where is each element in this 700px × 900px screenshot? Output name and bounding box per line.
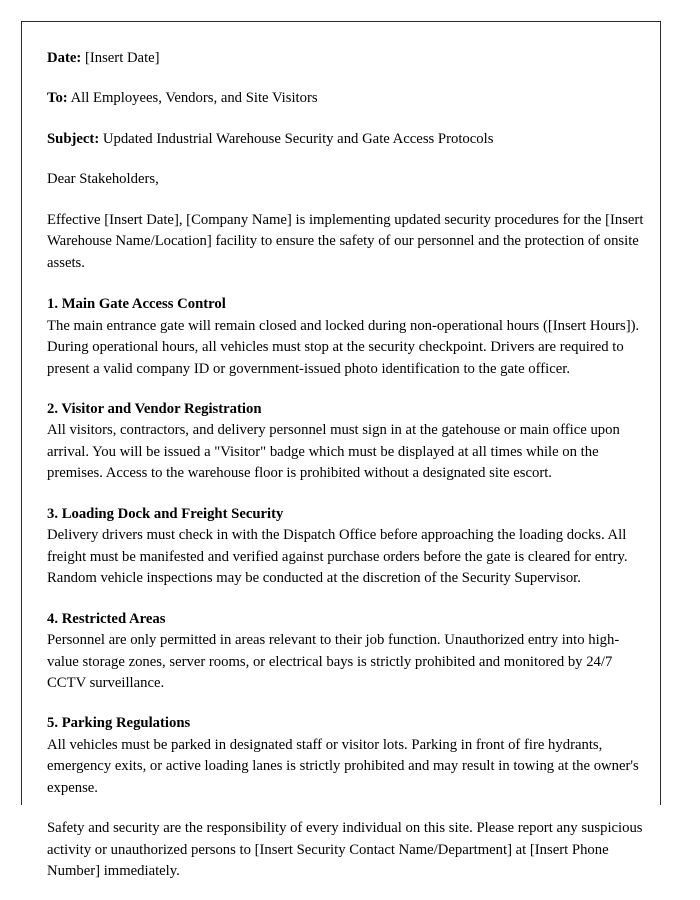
section-4 <box>47 609 648 695</box>
section-5-heading: 5. Parking Regulations <box>47 715 191 732</box>
section-3-heading: 3. Loading Dock and Freight Security <box>47 505 284 522</box>
document-page <box>21 21 661 880</box>
section-5 <box>47 713 648 799</box>
section-4-body: Personnel are only permitted in areas relevant to their job function. Unauthorized entry into high-value storage zones, server rooms, or electrical bays is strictly prohibited and monitored by 24/7 CCTV surveillance. <box>47 632 620 691</box>
meta-label-date: Date: <box>47 50 82 66</box>
section-1 <box>47 294 648 380</box>
section-1-heading: 1. Main Gate Access Control <box>47 296 226 313</box>
section-1-body: The main entrance gate will remain closed and locked during non-operational hours ([Insert Hours]). During operational hours, all vehicles must stop at the security checkpoint. Drivers are required to present a valid company ID or government-issued photo identification to the gate officer. <box>47 317 640 377</box>
meta-label-to: To: <box>47 90 68 107</box>
section-2-heading: 2. Visitor and Vendor Registration <box>47 400 262 417</box>
section-4-heading: 4. Restricted Areas <box>47 610 166 627</box>
meta-value-subject: Updated Industrial Warehouse Security and Gate Access Protocols <box>102 130 494 147</box>
section-3-body: Delivery drivers must check in with the Dispatch Office before approaching the loading docks. All freight must be manifested and verified against purchase orders before the gate is cleared for entry. Random vehicle inspections may be conducted at the discretion of the Security Supervisor. <box>47 527 628 587</box>
document-meta-to <box>47 88 648 109</box>
document-meta-subject <box>47 129 648 150</box>
section-2 <box>47 399 648 485</box>
meta-value-date: [Insert Date] <box>84 50 160 66</box>
document-meta-date <box>47 48 648 69</box>
section-3 <box>47 504 648 590</box>
intro-paragraph: Effective [Insert Date], [Company Name] is implementing updated security procedures for the [Insert Warehouse Name/Location] facility to ensure the safety of our personnel and the protection of onsite assets. <box>47 211 644 271</box>
section-5-body: All vehicles must be parked in designated staff or visitor lots. Parking in front of fire hydrants, emergency exits, or active loading lanes is strictly prohibited and may result in towing at the owner's expense. <box>47 736 639 796</box>
document-body <box>22 22 660 883</box>
meta-value-to: All Employees, Vendors, and Site Visitors <box>70 90 318 107</box>
section-2-body: All visitors, contractors, and delivery personnel must sign in at the gatehouse or main office upon arrival. You will be issued a "Visitor" badge which must be displayed at all times while on the premises. Access to the warehouse floor is prohibited without a designated site escort. <box>47 422 620 482</box>
salutation: Dear Stakeholders, <box>47 171 159 188</box>
closing-paragraph: Safety and security are the responsibility of every individual on this site. Please report any suspicious activity or unauthorized persons to [Insert Security Contact Name/Department] at [Insert Phone Number] immediately. <box>47 820 643 880</box>
meta-label-subject: Subject: <box>47 130 100 147</box>
